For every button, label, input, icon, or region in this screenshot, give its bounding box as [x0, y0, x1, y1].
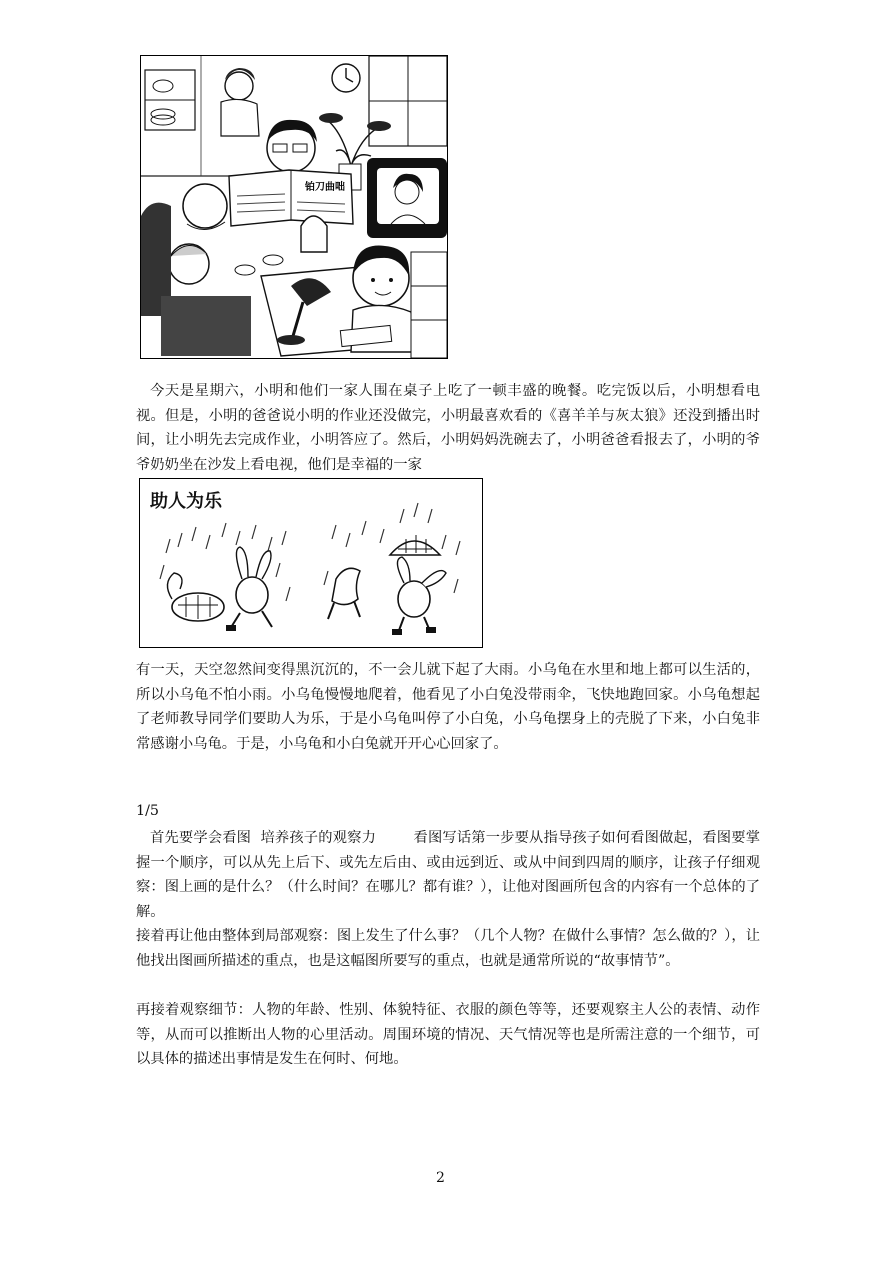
family-scene-drawing: [141, 56, 447, 358]
fraction-label: 1/5: [136, 803, 160, 819]
paragraph-observation-intro: 首先要学会看图 培养孩子的观察力 看图写话第一步要从指导孩子如何看图做起，看图要掌握一个顺序，可以从先上后下、或先左后由、或由远到近、或从中间到四周的顺序，让孩子仔细观察：图上画的是什么？（什么时间？在哪儿？都有谁？），让他对图画所包含的内容有一个总体的了解。: [136, 830, 760, 920]
paragraph-family-story: 今天是星期六，小明和他们一家人围在桌子上吃了一顿丰盛的晚餐。吃完饭以后，小明想看电视。但是，小明的爸爸说小明的作业还没做完，小明最喜欢看的《喜羊羊与灰太狼》还没到播出时间，让小明先去完成作业，小明答应了。然后，小明妈妈洗碗去了，小明爸爸看报去了，小明的爷爷奶奶坐在沙发上看电视，他们是幸福的一家: [136, 383, 760, 473]
paragraph-whole-to-part: 接着再让他由整体到局部观察：图上发生了什么事？（几个人物？在做什么事情？怎么做的？），让他找出图画所描述的重点，也是这幅图所要写的重点，也就是通常所说的“故事情节”。: [136, 928, 760, 969]
helping-others-comic: [139, 478, 483, 648]
paragraph-observe-details: 再接着观察细节：人物的年龄、性别、体貌特征、衣服的颜色等等，还要观察主人公的表情、动作等，从而可以推断出人物的心里活动。周围环境的情况、天气情况等也是所需注意的一个细节，可以具体的描述出事情是发生在何时、何地。: [136, 1002, 760, 1068]
comic-title: 助人为乐: [150, 491, 222, 512]
family-evening-illustration: [140, 55, 448, 359]
paragraph-turtle-story: 有一天，天空忽然间变得黑沉沉的，不一会儿就下起了大雨。小乌龟在水里和地上都可以生活的，所以小乌龟不怕小雨。小乌龟慢慢地爬着，他看见了小白兔没带雨伞，飞快地跑回家。小乌龟想起了老师教导同学们要助人为乐，于是小乌龟叫停了小白兔，小乌龟摆身上的壳脱了下来，小白兔非常感谢小乌龟。于是，小乌龟和小白兔就开开心心回家了。: [136, 662, 760, 752]
newspaper-masthead: 铂刀曲咄: [305, 182, 345, 193]
turtle-rabbit-rain-drawing: [140, 479, 482, 647]
page-number: 2: [436, 1170, 445, 1186]
